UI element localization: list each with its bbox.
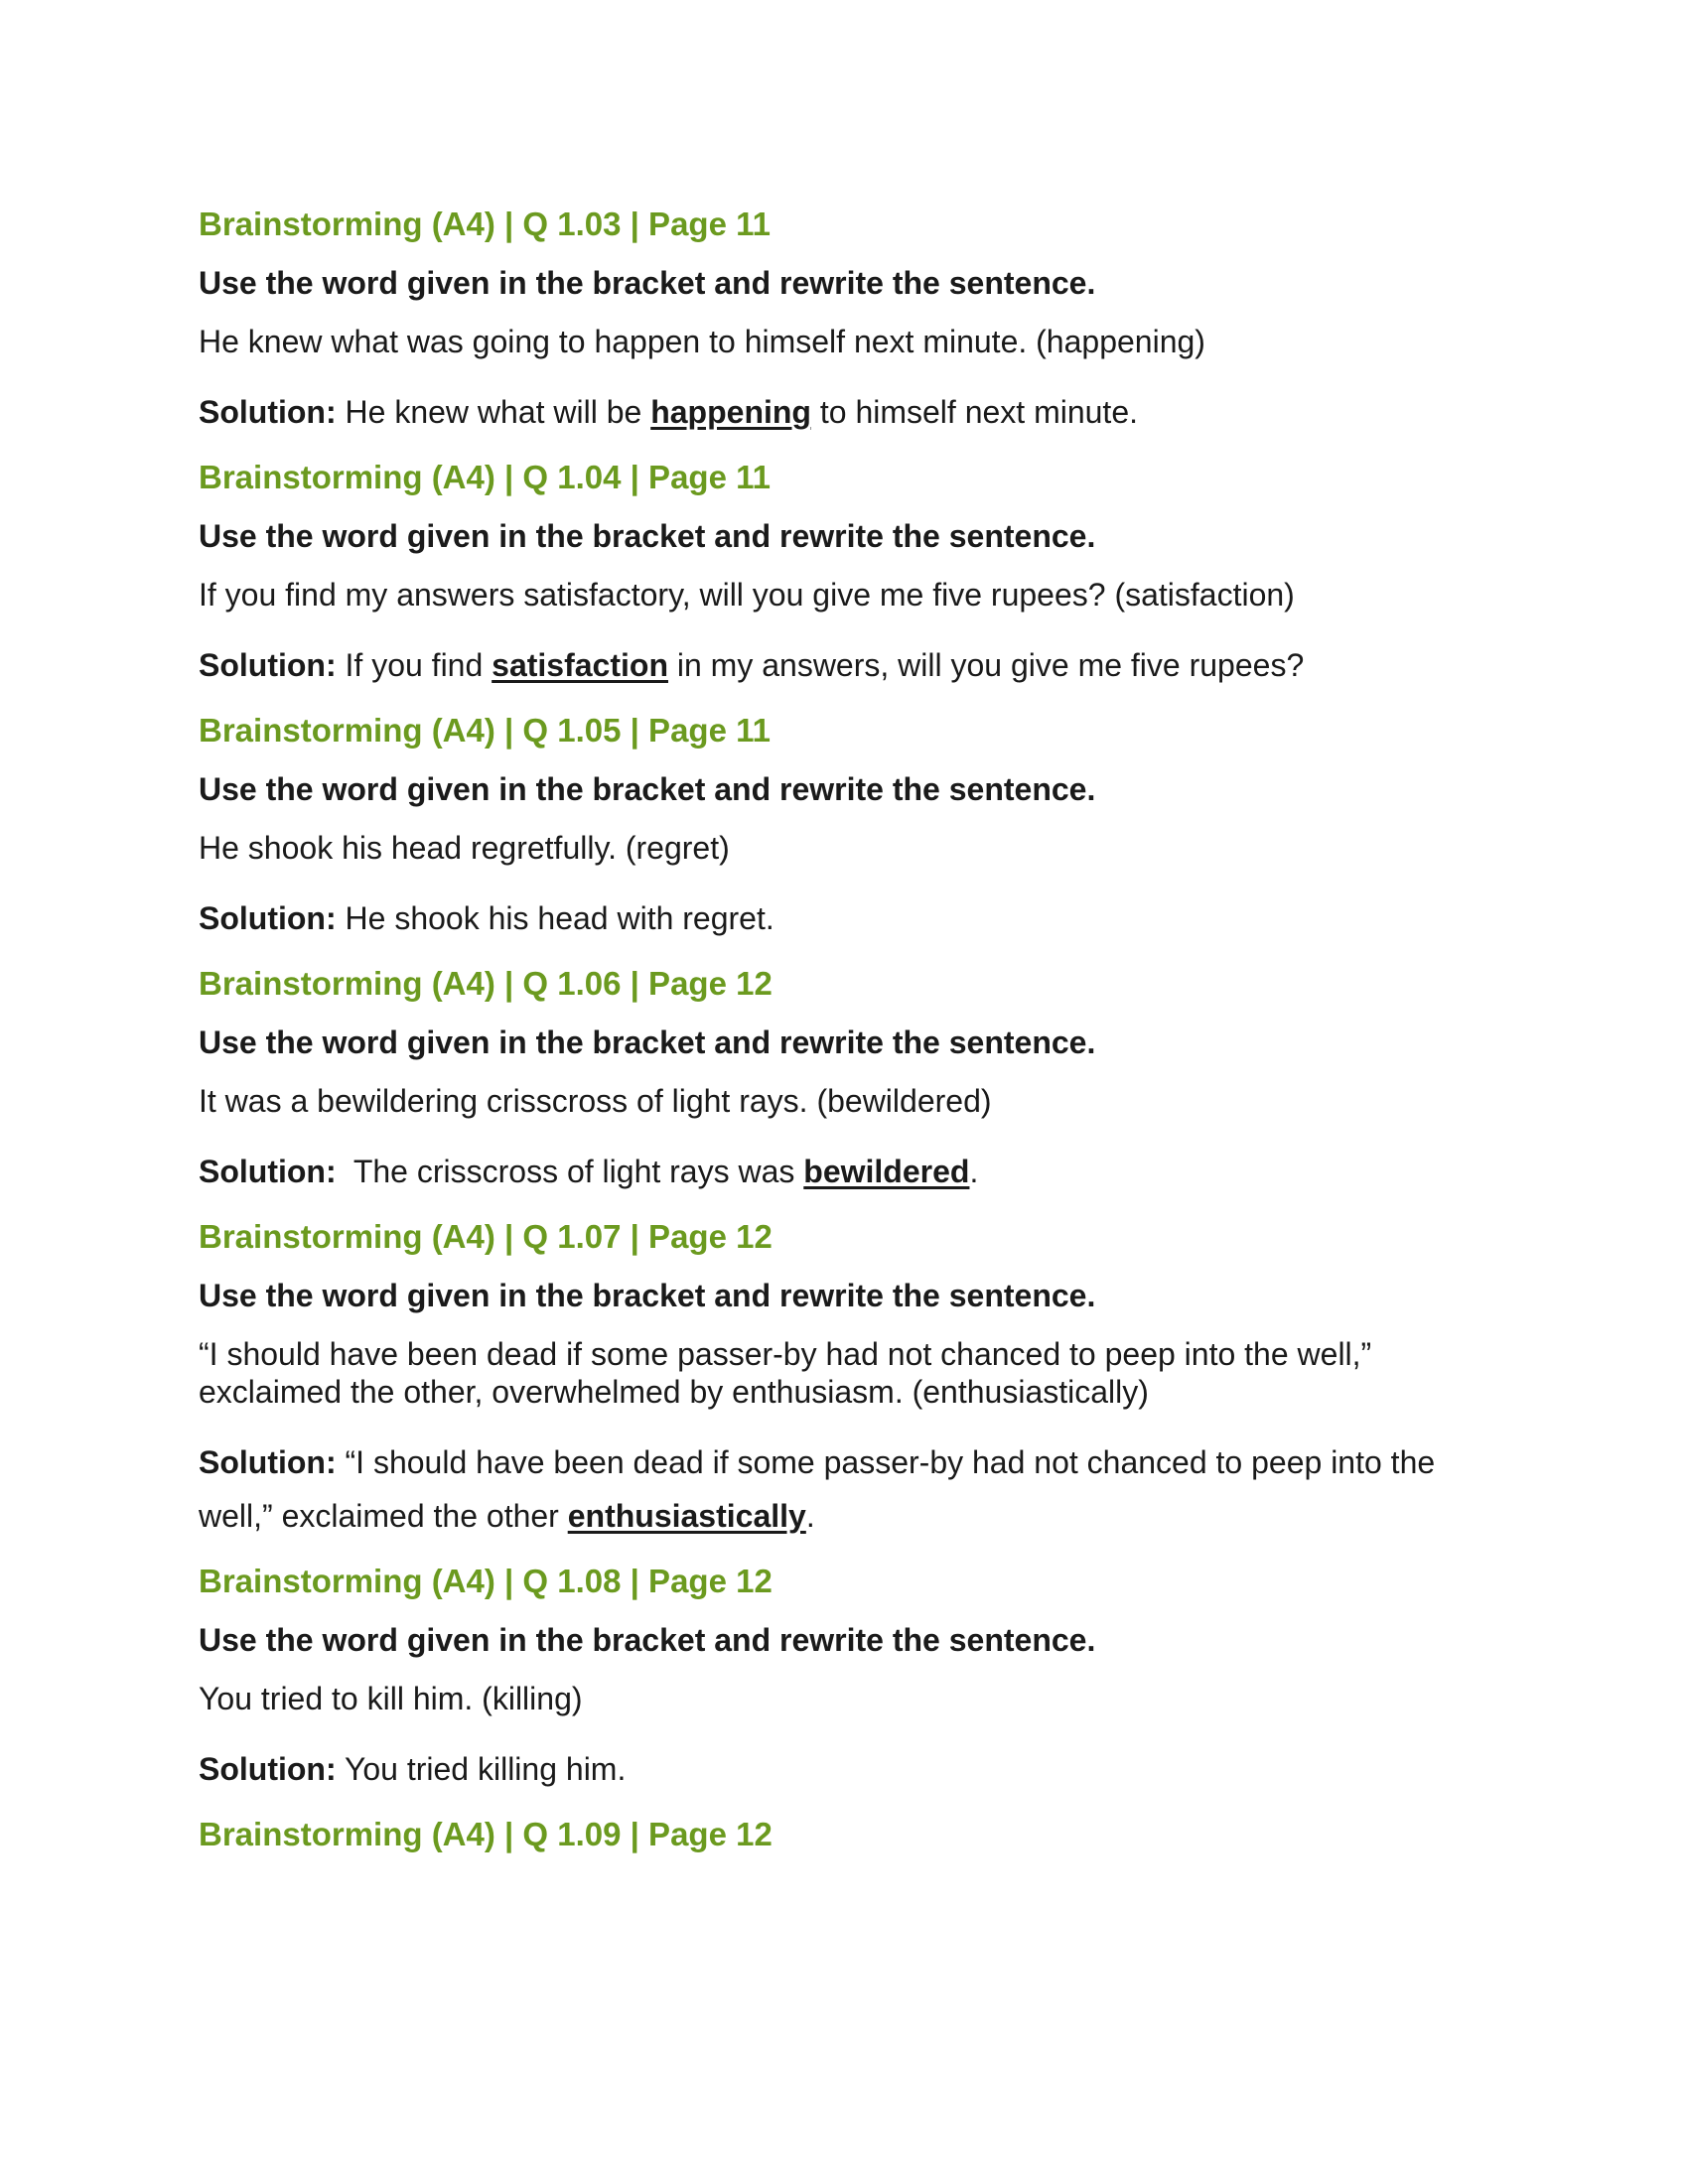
solution-label: Solution: <box>199 1751 337 1787</box>
solution-pre: You tried killing him. <box>336 1751 627 1787</box>
question-block <box>199 204 1509 457</box>
solution-pre: The crisscross of light rays was <box>336 1154 804 1189</box>
question-block <box>199 963 1509 1216</box>
question-block <box>199 1561 1509 1814</box>
question-heading: Brainstorming (A4) | Q 1.04 | Page 11 <box>199 459 771 495</box>
question-instruction: Use the word given in the bracket and rewrite the sentence. <box>199 265 1096 301</box>
solution-pre: If you find <box>336 647 492 683</box>
solution-post: in my answers, will you give me five rupees? <box>667 647 1305 683</box>
solution-text <box>199 385 1509 439</box>
solution-keyword: satisfaction <box>492 647 668 683</box>
solution-label: Solution: <box>199 647 337 683</box>
question-instruction: Use the word given in the bracket and rewrite the sentence. <box>199 518 1096 554</box>
question-heading: Brainstorming (A4) | Q 1.07 | Page 12 <box>199 1218 773 1255</box>
question-text: If you find my answers satisfactory, will you give me five rupees? (satisfaction) <box>199 577 1295 613</box>
solution-keyword: happening <box>650 394 811 430</box>
question-heading: Brainstorming (A4) | Q 1.05 | Page 11 <box>199 712 771 749</box>
question-instruction: Use the word given in the bracket and rewrite the sentence. <box>199 771 1096 807</box>
solution-keyword: enthusiastically <box>567 1498 806 1534</box>
solution-label: Solution: <box>199 394 337 430</box>
solution-post: to himself next minute. <box>810 394 1138 430</box>
solution-post: . <box>969 1154 979 1189</box>
solution-text <box>199 1742 1509 1796</box>
question-heading: Brainstorming (A4) | Q 1.08 | Page 12 <box>199 1563 773 1599</box>
question-heading: Brainstorming (A4) | Q 1.09 | Page 12 <box>199 1816 773 1852</box>
solution-pre: He knew what will be <box>336 394 651 430</box>
question-text: He shook his head regretfully. (regret) <box>199 830 730 866</box>
question-instruction: Use the word given in the bracket and rewrite the sentence. <box>199 1622 1096 1658</box>
question-text: He knew what was going to happen to himself next minute. (happening) <box>199 324 1205 359</box>
solution-text <box>199 638 1509 692</box>
question-instruction: Use the word given in the bracket and rewrite the sentence. <box>199 1024 1096 1060</box>
solution-text <box>199 891 1509 945</box>
question-instruction: Use the word given in the bracket and rewrite the sentence. <box>199 1278 1096 1313</box>
question-block <box>199 710 1509 963</box>
solution-text <box>199 1435 1509 1543</box>
solution-keyword: bewildered <box>803 1154 970 1189</box>
page-content <box>199 204 1509 1855</box>
question-block <box>199 457 1509 710</box>
solution-label: Solution: <box>199 1444 337 1480</box>
question-text: You tried to kill him. (killing) <box>199 1681 583 1716</box>
solution-text <box>199 1145 1509 1198</box>
question-text: “I should have been dead if some passer-by had not chanced to peep into the well,” exclaimed the other, overwhelmed by enthusiasm. (enthusiastically) <box>199 1336 1372 1410</box>
question-block <box>199 1216 1509 1561</box>
question-heading: Brainstorming (A4) | Q 1.06 | Page 12 <box>199 965 773 1002</box>
solution-pre: He shook his head with regret. <box>336 900 774 936</box>
question-heading: Brainstorming (A4) | Q 1.03 | Page 11 <box>199 205 771 242</box>
solution-pre: “I should have been dead if some passer-by had not chanced to peep into the well,” exclaimed the other <box>199 1444 1436 1534</box>
question-text: It was a bewildering crisscross of light rays. (bewildered) <box>199 1083 992 1119</box>
solution-post: . <box>805 1498 815 1534</box>
solution-label: Solution: <box>199 900 337 936</box>
solution-label: Solution: <box>199 1154 337 1189</box>
